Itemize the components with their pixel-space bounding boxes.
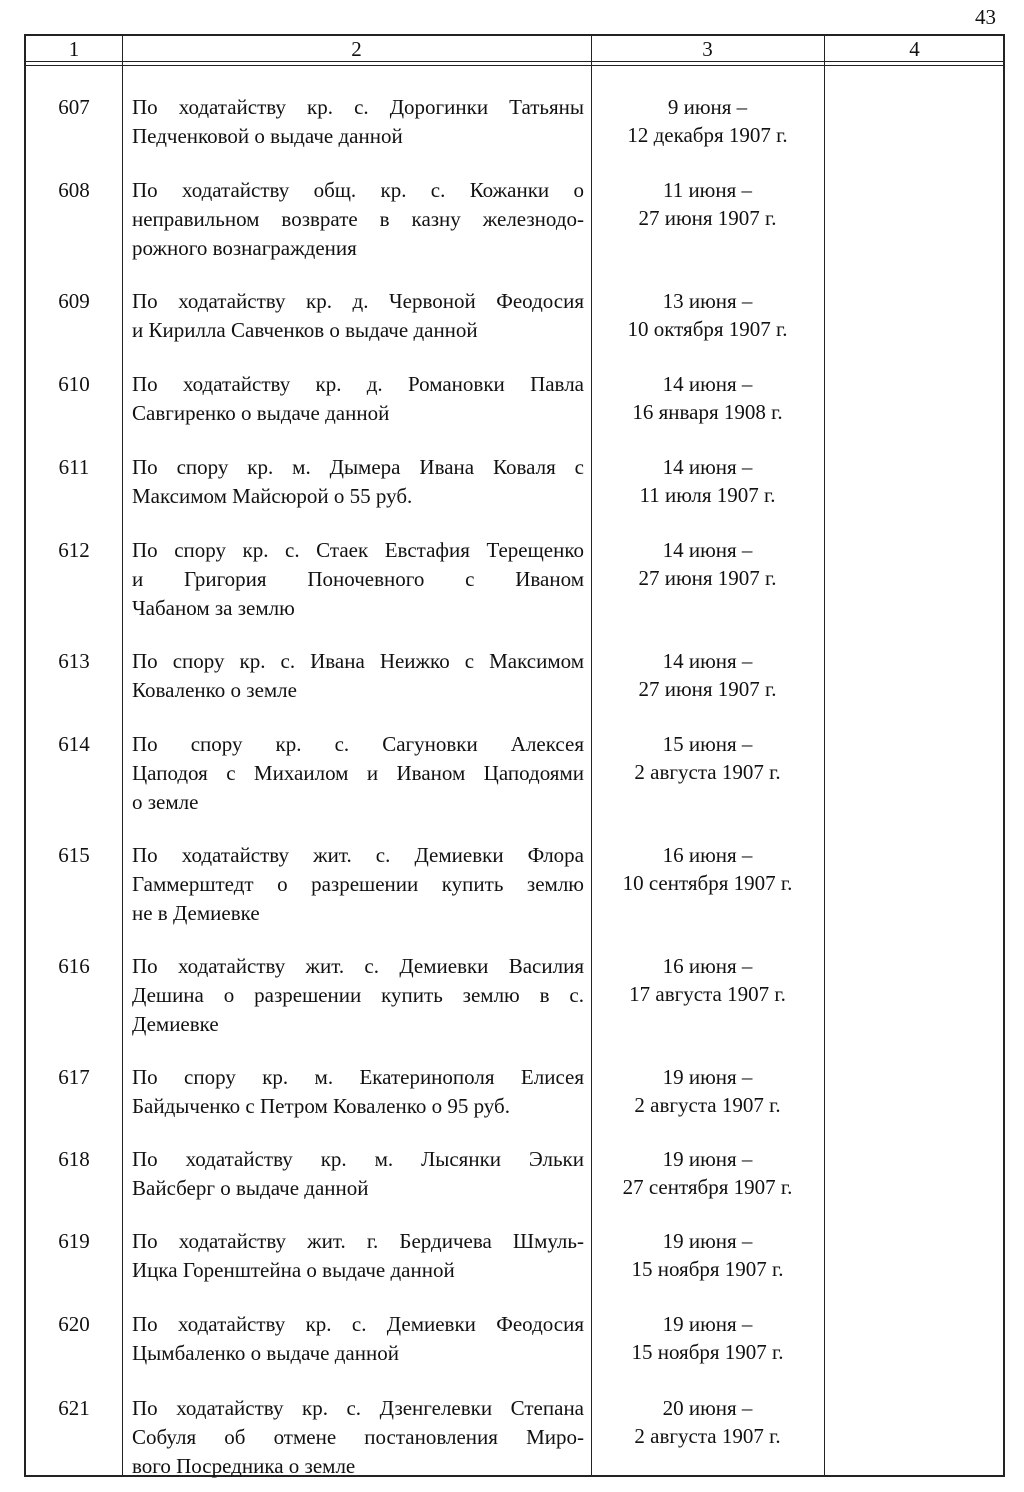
entry-number: 610 (58, 372, 90, 396)
column-header-3: 3 (702, 37, 713, 61)
entry-number: 608 (58, 178, 90, 202)
entry-dates (591, 952, 824, 1008)
entry-description (132, 647, 584, 705)
entry-description (132, 1310, 584, 1368)
column-header-2: 2 (351, 37, 362, 61)
description-line: и Кирилла Савченков о выдаче данной (132, 318, 478, 342)
entry-dates (591, 176, 824, 232)
description-line: Цымбаленко о выдаче данной (132, 1341, 399, 1365)
entry-number: 613 (58, 649, 90, 673)
page-number: 43 (975, 5, 996, 29)
date-end: 27 июня 1907 г. (638, 206, 777, 230)
entry-dates (591, 1063, 824, 1119)
entry-number: 617 (58, 1065, 90, 1089)
entry-number: 607 (58, 95, 90, 119)
date-end: 17 августа 1907 г. (629, 982, 786, 1006)
date-end: 27 сентября 1907 г. (622, 1175, 793, 1199)
entry-dates (591, 1145, 824, 1201)
entry-dates (591, 93, 824, 149)
description-line: Байдыченко с Петром Коваленко о 95 руб. (132, 1094, 510, 1118)
description-line: По ходатайству жит. с. Демиевки Флора (132, 843, 584, 867)
description-line: Демиевке (132, 1012, 219, 1036)
entry-number: 614 (58, 732, 90, 756)
description-line: Максимом Майсюрой о 55 руб. (132, 484, 413, 508)
description-line: По ходатайству общ. кр. с. Кожанки о (132, 178, 584, 202)
column-header-4: 4 (909, 37, 920, 61)
entry-description (132, 841, 584, 928)
entry-number: 619 (58, 1229, 90, 1253)
entry-dates (591, 536, 824, 592)
entry-dates (591, 287, 824, 343)
entry-dates (591, 370, 824, 426)
entry-number: 620 (58, 1312, 90, 1336)
entry-number: 615 (58, 843, 90, 867)
date-start: 14 июня – (662, 649, 753, 673)
entry-description (132, 730, 584, 817)
date-end: 27 июня 1907 г. (638, 677, 777, 701)
date-end: 15 ноября 1907 г. (631, 1257, 784, 1281)
description-line: По ходатайству кр. с. Дорогинки Татьяны (132, 95, 584, 119)
table-body (26, 66, 1003, 1478)
entry-description (132, 536, 584, 623)
description-line: По спору кр. с. Стаек Евстафия Терещенко (132, 538, 584, 562)
description-line: Гаммерштедт о разрешении купить землю (132, 872, 584, 896)
date-start: 19 июня – (662, 1065, 753, 1089)
date-start: 14 июня – (662, 372, 753, 396)
entry-dates (591, 841, 824, 897)
date-start: 19 июня – (662, 1229, 753, 1253)
description-line: По спору кр. м. Екатеринополя Елисея (132, 1065, 584, 1089)
column-header-1: 1 (68, 37, 80, 61)
entry-dates (591, 730, 824, 786)
entry-number: 618 (58, 1147, 90, 1171)
description-line: По ходатайству кр. с. Демиевки Феодосия (132, 1312, 584, 1336)
date-end: 11 июля 1907 г. (639, 483, 776, 507)
date-end: 16 января 1908 г. (632, 400, 783, 424)
entry-number: 621 (58, 1396, 90, 1420)
entry-number: 611 (58, 455, 90, 479)
description-line: Педченковой о выдаче данной (132, 124, 403, 148)
description-line: По ходатайству кр. д. Червоной Феодосия (132, 289, 584, 313)
register-table (24, 34, 1005, 1477)
entry-number: 616 (58, 954, 90, 978)
description-line: вого Посредника о земле (132, 1454, 356, 1478)
description-line: По спору кр. м. Дымера Ивана Коваля с (132, 455, 584, 479)
entry-description (132, 93, 584, 151)
description-line: не в Демиевке (132, 901, 260, 925)
description-line: о земле (132, 790, 199, 814)
date-end: 10 октября 1907 г. (627, 317, 788, 341)
description-line: Дешина о разрешении купить землю в с. (132, 983, 584, 1007)
date-end: 10 сентября 1907 г. (622, 871, 793, 895)
description-line: По ходатайству кр. м. Лысянки Эльки (132, 1147, 584, 1171)
entry-dates (591, 1227, 824, 1283)
description-line: По спору кр. с. Сагуновки Алексея (132, 732, 584, 756)
date-start: 9 июня – (667, 95, 748, 119)
description-line: По ходатайству жит. с. Демиевки Василия (132, 954, 584, 978)
entry-dates (591, 1310, 824, 1366)
entry-description (132, 287, 584, 345)
date-start: 13 июня – (662, 289, 753, 313)
date-start: 15 июня – (662, 732, 753, 756)
entry-dates (591, 1394, 824, 1450)
entry-description (132, 1063, 584, 1121)
date-start: 19 июня – (662, 1312, 753, 1336)
entry-description (132, 453, 584, 511)
date-end: 12 декабря 1907 г. (627, 123, 788, 147)
entry-dates (591, 453, 824, 509)
description-line: Коваленко о земле (132, 678, 297, 702)
description-line: По ходатайству кр. с. Дзенгелевки Степана (132, 1396, 584, 1420)
description-line: Чабаном за землю (132, 596, 295, 620)
entry-description (132, 1145, 584, 1203)
description-line: По ходатайству жит. г. Бердичева Шмуль- (132, 1229, 584, 1253)
date-end: 15 ноября 1907 г. (631, 1340, 784, 1364)
description-line: Вайсберг о выдаче данной (132, 1176, 369, 1200)
date-start: 16 июня – (662, 843, 753, 867)
description-line: Цаподоя с Михаилом и Иваном Цаподоями (132, 761, 584, 785)
description-line: неправильном возврате в казну железнодо- (132, 207, 584, 231)
entry-description (132, 1227, 584, 1285)
entry-description (132, 370, 584, 428)
date-start: 19 июня – (662, 1147, 753, 1171)
description-line: и Григория Поночевного с Иваном (132, 567, 584, 591)
date-end: 2 августа 1907 г. (634, 760, 781, 784)
description-line: рожного вознаграждения (132, 236, 357, 260)
entry-dates (591, 647, 824, 703)
description-line: Собуля об отмене постановления Миро- (132, 1425, 584, 1449)
description-line: По спору кр. с. Ивана Неижко с Максимом (132, 649, 584, 673)
date-end: 2 августа 1907 г. (634, 1093, 781, 1117)
date-start: 14 июня – (662, 538, 753, 562)
date-start: 16 июня – (662, 954, 753, 978)
entry-description (132, 176, 584, 263)
entry-description (132, 1394, 584, 1481)
date-end: 2 августа 1907 г. (634, 1424, 781, 1448)
date-start: 20 июня – (662, 1396, 753, 1420)
date-end: 27 июня 1907 г. (638, 566, 777, 590)
entry-number: 612 (58, 538, 90, 562)
description-line: Савгиренко о выдаче данной (132, 401, 390, 425)
date-start: 14 июня – (662, 455, 753, 479)
description-line: Ицка Горенштейна о выдаче данной (132, 1258, 455, 1282)
entry-description (132, 952, 584, 1039)
description-line: По ходатайству кр. д. Романовки Павла (132, 372, 584, 396)
date-start: 11 июня – (662, 178, 753, 202)
entry-number: 609 (58, 289, 90, 313)
